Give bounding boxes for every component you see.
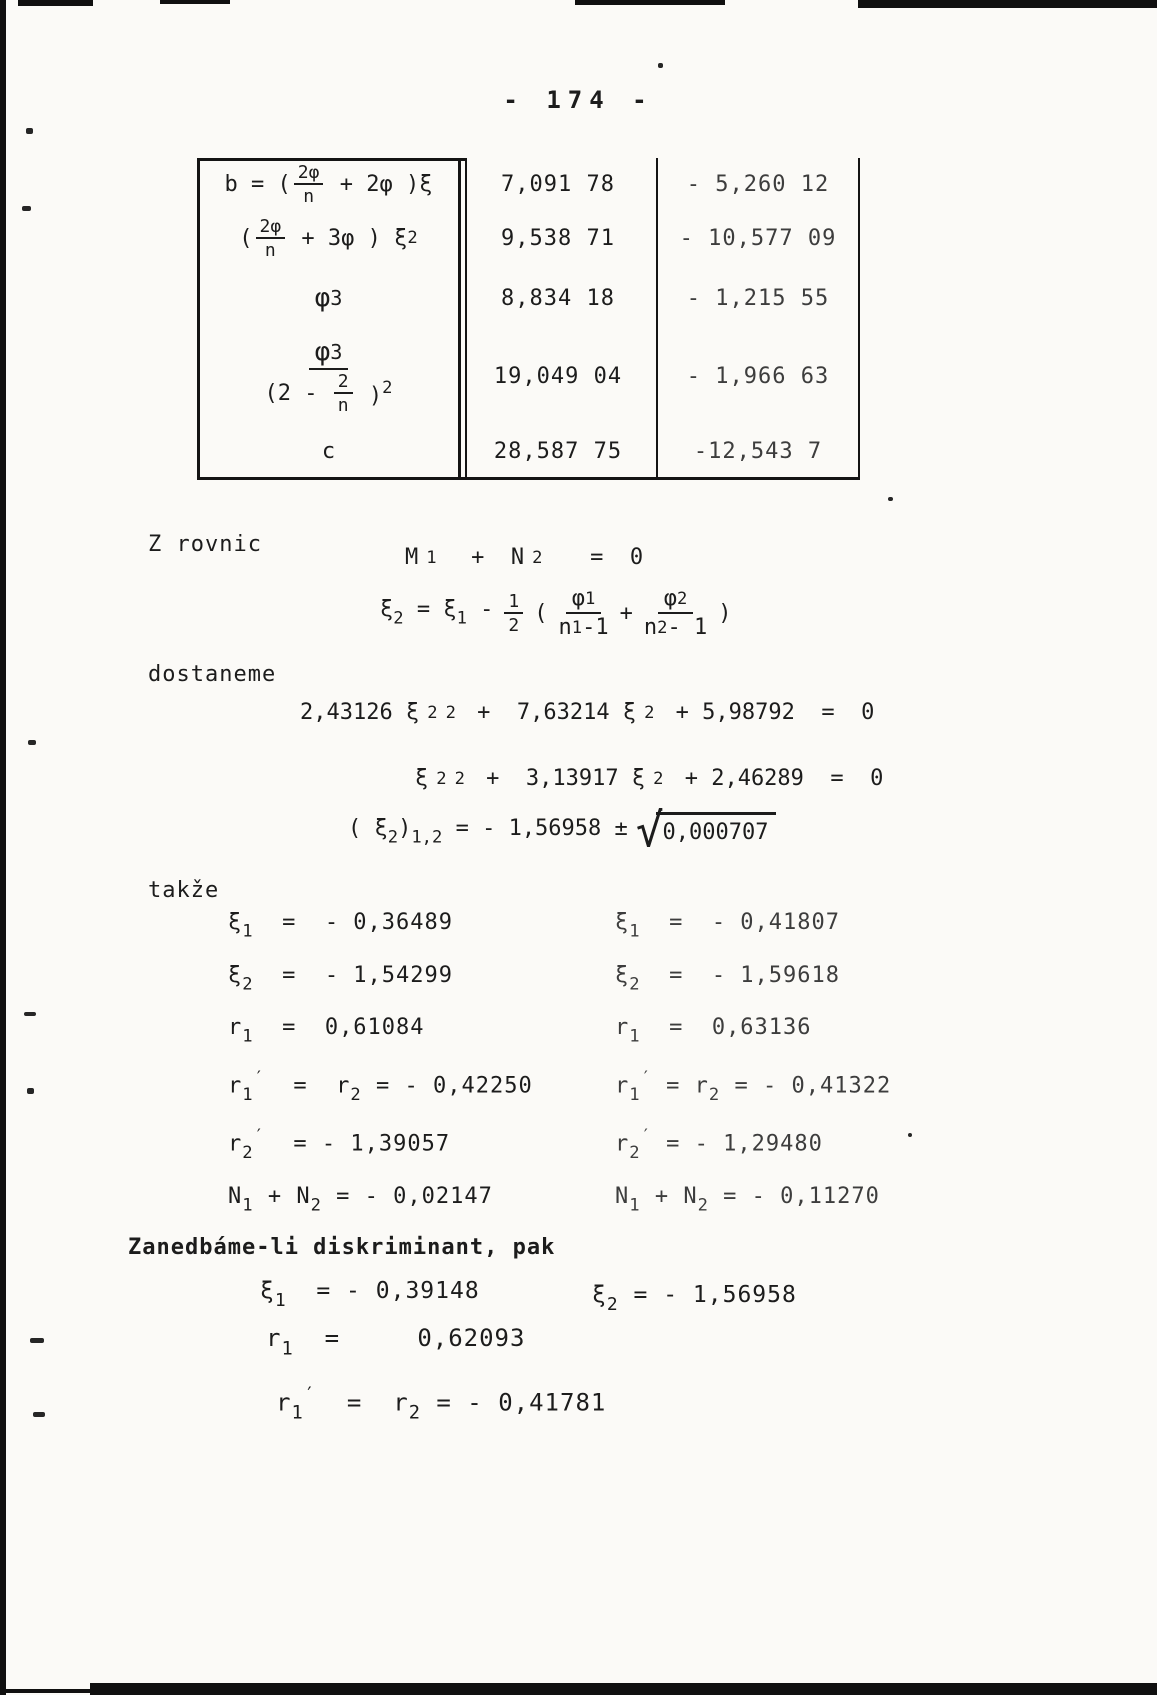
- table-value: - 5,260 12: [686, 171, 830, 197]
- label-zanedbame: Zanedbáme-li diskriminant, pak: [128, 1235, 556, 1260]
- formula-text: + 3φ ): [288, 225, 395, 251]
- table-row: [197, 422, 860, 480]
- scan-speck: [28, 740, 36, 745]
- final-r1: $r_1$ = 0,62093: [266, 1324, 526, 1360]
- scan-speck: [22, 206, 31, 211]
- fraction-half: $\frac{1}{2}$: [504, 591, 523, 636]
- exponent: 2: [407, 228, 418, 248]
- formula-text: b = (: [224, 171, 291, 197]
- table-border-bottom: [197, 477, 860, 480]
- table-row: [197, 330, 860, 422]
- scan-edge-left: [0, 0, 6, 1695]
- close-paren: ): [718, 600, 732, 626]
- final-r1-prime: $r_1' = r_2$ = - 0,41781: [276, 1384, 607, 1424]
- fraction-phi1: φ 1 n 1 -1: [558, 586, 609, 640]
- label-z-rovnic: Z rovnic: [148, 532, 262, 557]
- plus-sign: +: [619, 600, 633, 626]
- fraction: $\frac{2}{n}$: [334, 371, 353, 416]
- table-value: - 1,966 63: [686, 363, 830, 389]
- table-border-left: [197, 158, 200, 480]
- result-line: $\xi_1$ = - 0,36489: [228, 910, 454, 942]
- scan-speck: [26, 128, 33, 134]
- formula-c: c: [321, 438, 336, 464]
- result-line: $N_1 + N_2$ = - 0,02147: [228, 1184, 493, 1217]
- table-border-right: [858, 158, 860, 480]
- results-right-column: [615, 910, 891, 1237]
- fraction-phi2: φ 2 n 2 - 1: [643, 586, 708, 640]
- result-line: $r_1' = r_2$ = - 0,41322: [615, 1068, 892, 1106]
- formula-text: (: [239, 225, 253, 251]
- table-value: -12,543 7: [693, 438, 823, 464]
- final-xi2: $\xi_2$ = - 1,56958: [592, 1282, 797, 1316]
- table-row: [197, 210, 860, 266]
- scan-speck: [888, 497, 893, 501]
- page-number: - 174 -: [503, 86, 654, 114]
- square-root: √ 0,000707: [636, 812, 777, 851]
- table-rule-middle: [656, 158, 658, 480]
- table-rule-double-inner: [465, 158, 467, 480]
- equation-quadratic-1: 2,43126 ξ 2 2 + 7,63214 ξ 2 + 5,98792 = 0: [300, 700, 875, 725]
- table-border-top: [197, 158, 467, 161]
- result-line: $N_1 + N_2$ = - 0,11270: [615, 1184, 880, 1217]
- big-fraction: φ 3 (2 - $\frac{2}{n}$ )$^2$: [264, 336, 393, 416]
- xi-symbol: ξ: [394, 225, 408, 251]
- table-value: - 1,215 55: [686, 285, 830, 311]
- fraction: $\frac{2\varphi}{n}$: [256, 216, 286, 261]
- table-value: 19,049 04: [493, 363, 623, 389]
- result-line: $r_2'$ = - 1,29480: [615, 1126, 823, 1164]
- radical-icon: √: [635, 803, 664, 857]
- results-left-column: [228, 910, 533, 1237]
- result-line: $r_2'$ = - 1,39057: [228, 1126, 451, 1164]
- final-xi1: $\xi_1$ = - 0,39148: [260, 1278, 480, 1312]
- scan-artifact-bottom: [90, 1683, 1157, 1695]
- scan-speck: [33, 1412, 45, 1417]
- scan-artifact-top: [858, 0, 1157, 8]
- table-rule-double-outer: [458, 158, 461, 480]
- table-value: - 10,577 09: [679, 225, 837, 251]
- scan-speck: [658, 63, 663, 68]
- result-line: $r_1' = r_2$ = - 0,42250: [228, 1068, 533, 1106]
- result-line: $\xi_2$ = - 1,54299: [228, 962, 454, 995]
- result-line: $\xi_1$ = - 0,41807: [615, 910, 841, 942]
- equation-m1-n2: M 1 + N 2 = 0: [405, 545, 644, 570]
- xi-symbol: ξ: [419, 171, 433, 197]
- table-row: [197, 266, 860, 330]
- label-takze: takže: [148, 878, 220, 903]
- scan-artifact-top: [160, 0, 230, 4]
- result-line: $r_1 = 0,61084$: [228, 1015, 425, 1048]
- formula-row2: [197, 210, 460, 266]
- formula-phi3: φ 3: [314, 283, 343, 313]
- table-value: 9,538 71: [501, 225, 615, 251]
- results-table: [197, 158, 860, 480]
- formula-phi3-fraction: [197, 330, 460, 422]
- equation-quadratic-2: ξ 2 2 + 3,13917 ξ 2 + 2,46289 = 0: [415, 766, 884, 791]
- scan-artifact-bottom: [0, 1689, 95, 1693]
- scan-artifact-top: [18, 0, 93, 6]
- scan-speck: [908, 1133, 912, 1137]
- table-value: 28,587 75: [493, 438, 623, 464]
- formula-text: + 2φ ): [326, 171, 420, 197]
- table-value: 8,834 18: [501, 285, 615, 311]
- label-dostaneme: dostaneme: [148, 662, 277, 687]
- scan-speck: [30, 1338, 44, 1343]
- fraction: $\frac{2\varphi}{n}$: [294, 162, 324, 207]
- open-paren: (: [534, 600, 548, 626]
- equation-roots: ( $\xi_2)_{1,2}$ = - 1,56958 ± √ 0,000707: [348, 812, 776, 851]
- scan-artifact-top: [575, 0, 725, 5]
- formula-b: [197, 158, 460, 210]
- table-value: 7,091 78: [501, 171, 615, 197]
- result-line: $\xi_2$ = - 1,59618: [615, 962, 841, 995]
- table-row: [197, 158, 860, 210]
- equation-xi2-definition: $\xi_2 = \xi_1$ - $\frac{1}{2}$ ( φ 1 n 1 -1 + φ 2 n 2 - 1 ): [380, 586, 732, 640]
- scan-speck: [24, 1012, 36, 1016]
- scan-speck: [27, 1088, 34, 1094]
- result-line: $r_1 = 0,63136$: [615, 1015, 812, 1048]
